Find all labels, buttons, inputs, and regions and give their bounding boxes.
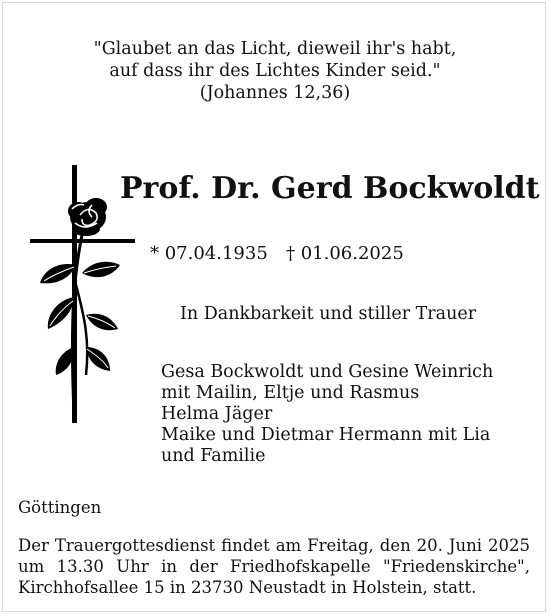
quote-line-2: auf dass ihr des Lichtes Kinder seid." — [109, 61, 441, 81]
birth-date: * 07.04.1935 — [150, 243, 268, 264]
gratitude-line: In Dankbarkeit und stiller Trauer — [180, 304, 477, 324]
mourner-line: Maike und Dietmar Hermann mit Lia — [161, 425, 491, 445]
notice-line: Kirchhofsallee 15 in 23730 Neustadt in Holstein, statt. — [18, 578, 477, 597]
notice-line: um 13.30 Uhr in der Friedhofskapelle "Friedenskirche", — [18, 557, 530, 576]
funeral-notice — [18, 535, 530, 598]
mourner-line: Gesa Bockwoldt und Gesine Weinrich — [161, 362, 494, 382]
deceased-name: Prof. Dr. Gerd Bockwoldt — [120, 171, 540, 206]
mourner-line: mit Mailin, Eltje und Rasmus — [161, 383, 420, 403]
quote-reference: (Johannes 12,36) — [199, 83, 351, 103]
mourner-line: und Familie — [161, 446, 266, 466]
notice-line: Der Trauergottesdienst findet am Freitag, den 20. Juni 2025 — [18, 536, 530, 555]
place-name: Göttingen — [18, 498, 102, 517]
death-date: † 01.06.2025 — [286, 243, 404, 264]
mourners-list — [161, 362, 493, 467]
mourner-line: Helma Jäger — [161, 404, 273, 424]
bible-quote — [60, 38, 490, 104]
quote-line-1: "Glaubet an das Licht, dieweil ihr's habt, — [93, 39, 457, 59]
